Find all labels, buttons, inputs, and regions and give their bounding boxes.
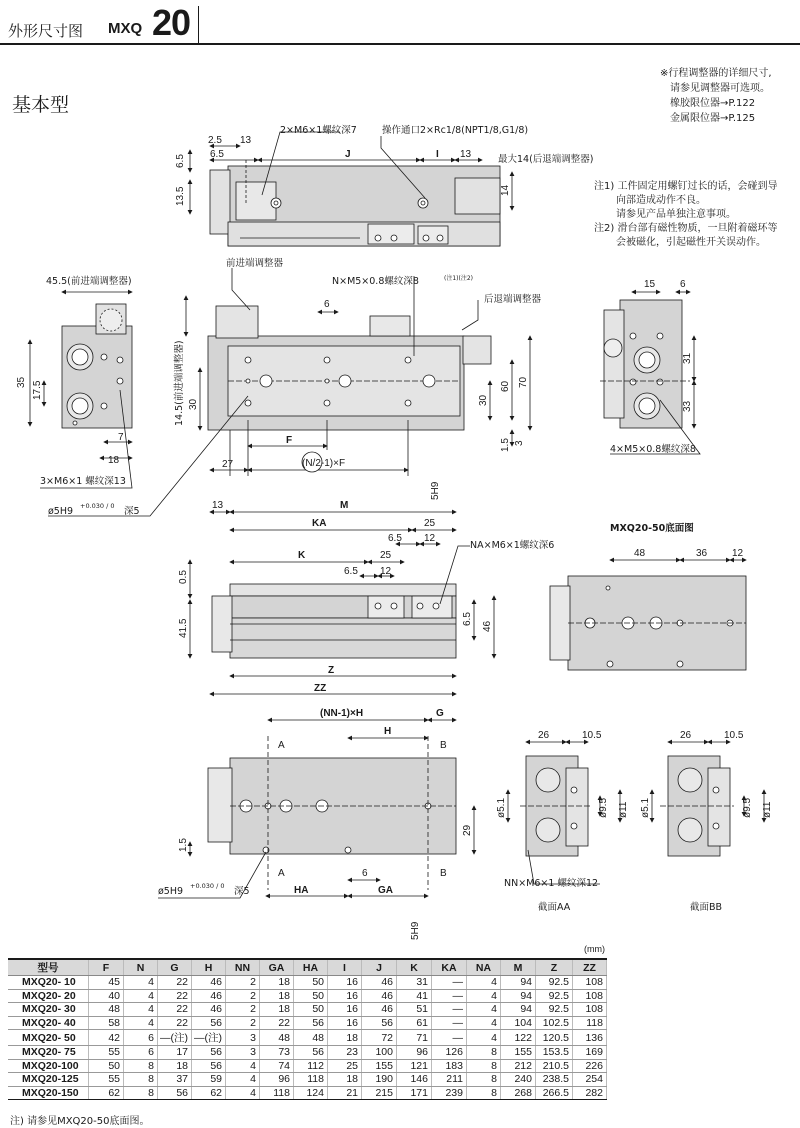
value-cell: 8 bbox=[467, 1059, 501, 1073]
value-cell: — bbox=[432, 976, 467, 990]
dim-18: 18 bbox=[108, 455, 120, 466]
value-cell: 8 bbox=[467, 1046, 501, 1060]
note-line: 注1) 工件固定用螺钉过长的话，会碰到导 bbox=[594, 181, 778, 192]
dim-11-aa: ø11 bbox=[618, 801, 629, 818]
model-cell: MXQ20- 75 bbox=[8, 1046, 89, 1060]
pin-depth: 深5 bbox=[124, 506, 140, 517]
value-cell: 4 bbox=[226, 1059, 260, 1073]
dim-m: M bbox=[340, 500, 349, 511]
value-cell: 102.5 bbox=[536, 1016, 573, 1030]
value-cell: 240 bbox=[501, 1073, 536, 1087]
value-cell: 51 bbox=[397, 1003, 432, 1017]
dimension-table bbox=[8, 958, 607, 1100]
pin-fit-v-lower: 5H9 bbox=[410, 921, 421, 940]
value-cell: 4 bbox=[124, 1016, 158, 1030]
value-cell: 94 bbox=[501, 1003, 536, 1017]
value-cell: 18 bbox=[260, 1003, 294, 1017]
section-aa-title: 截面AA bbox=[538, 902, 571, 913]
dim-z: Z bbox=[328, 665, 335, 676]
dim-3: 3 bbox=[514, 440, 525, 446]
value-cell: 266.5 bbox=[536, 1086, 573, 1100]
col-header: HA bbox=[294, 959, 328, 976]
value-cell: 42 bbox=[89, 1030, 124, 1046]
dim-29: 29 bbox=[462, 824, 473, 836]
value-cell: 56 bbox=[362, 1016, 397, 1030]
top-view bbox=[210, 160, 500, 246]
section-b-top: B bbox=[440, 740, 447, 751]
dim-12-c: 12 bbox=[732, 548, 744, 559]
value-cell: 18 bbox=[260, 976, 294, 990]
dim-nf: (N/2-1)×F bbox=[302, 458, 346, 469]
front-adjuster-dim: 45.5(前进端调整器) bbox=[46, 276, 132, 287]
dim-10-5-aa: 10.5 bbox=[582, 730, 602, 741]
value-cell: 4 bbox=[467, 1003, 501, 1017]
value-cell: 74 bbox=[260, 1059, 294, 1073]
value-cell: 21 bbox=[328, 1086, 362, 1100]
value-cell: 215 bbox=[362, 1086, 397, 1100]
dim-5-1-bb: ø5.1 bbox=[640, 797, 651, 818]
adjuster-note-line: 金属限位器→P.125 bbox=[670, 113, 756, 124]
section-bb-title: 截面BB bbox=[690, 902, 723, 913]
value-cell: 18 bbox=[328, 1030, 362, 1046]
value-cell: 55 bbox=[89, 1046, 124, 1060]
dim-1-5-lower: 1.5 bbox=[178, 838, 189, 852]
col-header: NA bbox=[467, 959, 501, 976]
value-cell: 46 bbox=[362, 976, 397, 990]
dim-25-a: 25 bbox=[424, 518, 436, 529]
value-cell: 254 bbox=[573, 1073, 607, 1087]
value-cell: 50 bbox=[294, 1003, 328, 1017]
value-cell: 31 bbox=[397, 976, 432, 990]
value-cell: 108 bbox=[573, 976, 607, 990]
tapped-hole-callout: 2×M6×1螺纹深7 bbox=[280, 125, 357, 136]
value-cell: 226 bbox=[573, 1059, 607, 1073]
dim-ga: GA bbox=[378, 885, 393, 896]
value-cell: 56 bbox=[294, 1016, 328, 1030]
dim-6-lower: 6 bbox=[362, 868, 368, 879]
dim-h: H bbox=[384, 726, 392, 737]
value-cell: 2 bbox=[226, 976, 260, 990]
value-cell: 71 bbox=[397, 1030, 432, 1046]
pin-hole-callout: ø5H9 bbox=[48, 506, 74, 517]
col-header: J bbox=[362, 959, 397, 976]
table-row bbox=[8, 976, 607, 990]
pin-tolerance-lower: +0.030 / 0 bbox=[190, 882, 225, 890]
dim-12-a: 12 bbox=[424, 533, 436, 544]
col-header: Z bbox=[536, 959, 573, 976]
value-cell: 4 bbox=[226, 1086, 260, 1100]
pin-depth-lower: 深5 bbox=[234, 886, 250, 897]
value-cell: 282 bbox=[573, 1086, 607, 1100]
dim-26-aa: 26 bbox=[538, 730, 550, 741]
dim-17-5: 17.5 bbox=[32, 380, 43, 400]
value-cell: 6 bbox=[124, 1046, 158, 1060]
value-cell: 22 bbox=[158, 1016, 192, 1030]
col-header: 型号 bbox=[8, 959, 89, 976]
table-row bbox=[8, 1046, 607, 1060]
dim-i: I bbox=[436, 149, 439, 160]
value-cell: 18 bbox=[260, 989, 294, 1003]
table-row bbox=[8, 1030, 607, 1046]
header-title: 外形尺寸图 bbox=[8, 22, 84, 40]
value-cell: 146 bbox=[397, 1073, 432, 1087]
value-cell: 41 bbox=[397, 989, 432, 1003]
col-header: GA bbox=[260, 959, 294, 976]
value-cell: 100 bbox=[362, 1046, 397, 1060]
dim-2-5: 2.5 bbox=[208, 135, 222, 146]
value-cell: 16 bbox=[328, 1003, 362, 1017]
value-cell: 96 bbox=[397, 1046, 432, 1060]
table-row bbox=[8, 1059, 607, 1073]
dim-1-5: 1.5 bbox=[500, 438, 511, 452]
table-row bbox=[8, 989, 607, 1003]
col-header: ZZ bbox=[573, 959, 607, 976]
bottom-view-title: MXQ20-50底面图 bbox=[610, 523, 694, 534]
model-cell: MXQ20- 40 bbox=[8, 1016, 89, 1030]
dim-15: 15 bbox=[644, 279, 656, 290]
col-header: K bbox=[397, 959, 432, 976]
header-model: MXQ bbox=[108, 20, 143, 37]
value-cell: 4 bbox=[467, 1030, 501, 1046]
dim-11-bb: ø11 bbox=[762, 801, 773, 818]
port-callout: 操作通口2×Rc1/8(NPT1/8,G1/8) bbox=[382, 125, 529, 136]
dim-30: 30 bbox=[188, 398, 199, 410]
dim-35: 35 bbox=[16, 376, 27, 388]
value-cell: 4 bbox=[124, 1003, 158, 1017]
value-cell: 3 bbox=[226, 1046, 260, 1060]
value-cell: 92.5 bbox=[536, 1003, 573, 1017]
section-a-bottom: A bbox=[278, 868, 285, 879]
value-cell: 96 bbox=[260, 1073, 294, 1087]
col-header: I bbox=[328, 959, 362, 976]
value-cell: 121 bbox=[397, 1059, 432, 1073]
value-cell: 48 bbox=[89, 1003, 124, 1017]
value-cell: 120.5 bbox=[536, 1030, 573, 1046]
value-cell: 4 bbox=[124, 989, 158, 1003]
value-cell: 16 bbox=[328, 976, 362, 990]
dim-5-1-aa: ø5.1 bbox=[496, 797, 507, 818]
dim-41-5: 41.5 bbox=[178, 618, 189, 638]
col-header: N bbox=[124, 959, 158, 976]
dim-9-5-aa: ø9.5 bbox=[598, 797, 609, 818]
value-cell: — bbox=[432, 1016, 467, 1030]
value-cell: 238.5 bbox=[536, 1073, 573, 1087]
value-cell: 72 bbox=[362, 1030, 397, 1046]
header-size: 20 bbox=[152, 2, 191, 43]
front-view bbox=[208, 306, 491, 476]
col-header: G bbox=[158, 959, 192, 976]
dim-6: 6 bbox=[324, 299, 330, 310]
table-row bbox=[8, 1086, 607, 1100]
value-cell: 56 bbox=[192, 1046, 226, 1060]
dim-60: 60 bbox=[500, 380, 511, 392]
value-cell: 23 bbox=[328, 1046, 362, 1060]
value-cell: 61 bbox=[397, 1016, 432, 1030]
value-cell: 171 bbox=[397, 1086, 432, 1100]
dim-13-side: 13 bbox=[212, 500, 224, 511]
value-cell: 210.5 bbox=[536, 1059, 573, 1073]
value-cell: 48 bbox=[294, 1030, 328, 1046]
value-cell: 169 bbox=[573, 1046, 607, 1060]
rear-adjuster-label: 后退端调整器 bbox=[484, 294, 542, 305]
value-cell: 22 bbox=[158, 989, 192, 1003]
dim-13: 13 bbox=[240, 135, 252, 146]
value-cell: 48 bbox=[260, 1030, 294, 1046]
model-cell: MXQ20-125 bbox=[8, 1073, 89, 1087]
note-line: 向部造成动作不良。 bbox=[616, 195, 706, 206]
value-cell: 45 bbox=[89, 976, 124, 990]
model-cell: MXQ20- 10 bbox=[8, 976, 89, 990]
value-cell: 22 bbox=[158, 976, 192, 990]
value-cell: 118 bbox=[294, 1073, 328, 1087]
value-cell: 4 bbox=[226, 1073, 260, 1087]
value-cell: 46 bbox=[362, 989, 397, 1003]
dim-14: 14 bbox=[500, 184, 511, 196]
value-cell: 211 bbox=[432, 1073, 467, 1087]
value-cell: 56 bbox=[294, 1046, 328, 1060]
value-cell: 40 bbox=[89, 989, 124, 1003]
value-cell: 8 bbox=[467, 1086, 501, 1100]
dim-12-b: 12 bbox=[380, 566, 392, 577]
value-cell: 18 bbox=[328, 1073, 362, 1087]
note-line: 会被磁化，引起磁性开关误动作。 bbox=[616, 237, 766, 248]
value-cell: 56 bbox=[192, 1016, 226, 1030]
value-cell: 112 bbox=[294, 1059, 328, 1073]
dim-25-b: 25 bbox=[380, 550, 392, 561]
col-header: F bbox=[89, 959, 124, 976]
value-cell: 108 bbox=[573, 1003, 607, 1017]
note-line: 请参见产品单独注意事项。 bbox=[616, 209, 736, 220]
dim-26-bb: 26 bbox=[680, 730, 692, 741]
value-cell: 18 bbox=[158, 1059, 192, 1073]
value-cell: 46 bbox=[192, 976, 226, 990]
m5-thread-callout: 4×M5×0.8螺纹深8 bbox=[610, 444, 696, 455]
value-cell: 183 bbox=[432, 1059, 467, 1073]
col-header: H bbox=[192, 959, 226, 976]
value-cell: 8 bbox=[124, 1073, 158, 1087]
table-footnote: 注) 请参见MXQ20-50底面图。 bbox=[10, 1116, 150, 1127]
dim-ha: HA bbox=[294, 885, 309, 896]
value-cell: 92.5 bbox=[536, 976, 573, 990]
value-cell: 55 bbox=[89, 1073, 124, 1087]
value-cell: 4 bbox=[467, 1016, 501, 1030]
value-cell: 8 bbox=[124, 1086, 158, 1100]
value-cell: 239 bbox=[432, 1086, 467, 1100]
n-thread-note: (注1)(注2) bbox=[444, 275, 473, 282]
value-cell: 118 bbox=[260, 1086, 294, 1100]
adjuster-note-line: 请参见调整器可选项。 bbox=[670, 83, 770, 94]
value-cell: 6 bbox=[124, 1030, 158, 1046]
dim-0-5: 0.5 bbox=[178, 570, 189, 584]
page-subtitle: 基本型 bbox=[12, 94, 70, 116]
dim-6-5-v: 6.5 bbox=[175, 154, 186, 168]
value-cell: 56 bbox=[158, 1086, 192, 1100]
table-unit: (mm) bbox=[584, 944, 605, 954]
value-cell: —(注) bbox=[192, 1030, 226, 1046]
value-cell: 2 bbox=[226, 989, 260, 1003]
value-cell: 104 bbox=[501, 1016, 536, 1030]
col-header: KA bbox=[432, 959, 467, 976]
model-cell: MXQ20-150 bbox=[8, 1086, 89, 1100]
value-cell: 2 bbox=[226, 1016, 260, 1030]
model-cell: MXQ20-100 bbox=[8, 1059, 89, 1073]
dim-7: 7 bbox=[118, 432, 124, 443]
right-end-view bbox=[600, 300, 690, 428]
note-line: 注2) 滑台部有磁性物质，一旦附着磁环等 bbox=[594, 223, 778, 234]
value-cell: — bbox=[432, 1030, 467, 1046]
value-cell: —(注) bbox=[158, 1030, 192, 1046]
col-header: M bbox=[501, 959, 536, 976]
value-cell: 46 bbox=[192, 989, 226, 1003]
dim-6-5-a: 6.5 bbox=[388, 533, 402, 544]
value-cell: 22 bbox=[158, 1003, 192, 1017]
value-cell: — bbox=[432, 989, 467, 1003]
section-aa bbox=[520, 756, 590, 856]
value-cell: 190 bbox=[362, 1073, 397, 1087]
dim-36: 36 bbox=[696, 548, 708, 559]
max-stroke-callout: 最大14(后退端调整器) bbox=[498, 154, 594, 165]
value-cell: 73 bbox=[260, 1046, 294, 1060]
value-cell: 124 bbox=[294, 1086, 328, 1100]
n-thread-callout: N×M5×0.8螺纹深8 bbox=[332, 276, 419, 287]
dim-30-right: 30 bbox=[478, 394, 489, 406]
value-cell: 22 bbox=[260, 1016, 294, 1030]
value-cell: 4 bbox=[467, 989, 501, 1003]
value-cell: 16 bbox=[328, 989, 362, 1003]
nn-thread-callout: NN×M6×1 螺纹深12 bbox=[504, 878, 599, 889]
dim-k: K bbox=[298, 550, 306, 561]
table-row bbox=[8, 1016, 607, 1030]
pin-hole-callout-lower: ø5H9 bbox=[158, 886, 184, 897]
value-cell: 56 bbox=[192, 1059, 226, 1073]
value-cell: 8 bbox=[124, 1059, 158, 1073]
dim-10-5-bb: 10.5 bbox=[724, 730, 744, 741]
dim-6-5-b: 6.5 bbox=[344, 566, 358, 577]
value-cell: 122 bbox=[501, 1030, 536, 1046]
value-cell: 37 bbox=[158, 1073, 192, 1087]
value-cell: 50 bbox=[294, 976, 328, 990]
value-cell: 3 bbox=[226, 1030, 260, 1046]
dim-6-right: 6 bbox=[680, 279, 686, 290]
value-cell: 118 bbox=[573, 1016, 607, 1030]
section-b-bottom: B bbox=[440, 868, 447, 879]
value-cell: 58 bbox=[89, 1016, 124, 1030]
value-cell: 108 bbox=[573, 989, 607, 1003]
dim-48: 48 bbox=[634, 548, 646, 559]
adjuster-note-line: 橡胶限位器→P.122 bbox=[670, 98, 756, 109]
value-cell: 8 bbox=[467, 1073, 501, 1087]
value-cell: 59 bbox=[192, 1073, 226, 1087]
dim-70: 70 bbox=[518, 376, 529, 388]
adjuster-note-line: ※行程调整器的详细尺寸, bbox=[660, 68, 772, 79]
dim-ka: KA bbox=[312, 518, 327, 529]
table-body bbox=[8, 976, 607, 1100]
dim-6-5-c: 6.5 bbox=[462, 612, 473, 626]
side-thread-callout: 3×M6×1 螺纹深13 bbox=[40, 476, 126, 487]
na-thread-callout: NA×M6×1螺纹深6 bbox=[470, 540, 555, 551]
dim-g: G bbox=[436, 708, 444, 719]
value-cell: 46 bbox=[192, 1003, 226, 1017]
table-row bbox=[8, 1003, 607, 1017]
dim-31: 31 bbox=[682, 352, 693, 364]
section-a-top: A bbox=[278, 740, 285, 751]
value-cell: 155 bbox=[362, 1059, 397, 1073]
value-cell: — bbox=[432, 1003, 467, 1017]
model-cell: MXQ20- 30 bbox=[8, 1003, 89, 1017]
dim-nn-h: (NN-1)×H bbox=[320, 708, 364, 719]
front-adjuster-label: 前进端调整器 bbox=[226, 258, 284, 269]
value-cell: 2 bbox=[226, 1003, 260, 1017]
left-side-view bbox=[62, 304, 132, 428]
col-header: NN bbox=[226, 959, 260, 976]
bottom-view-mxq20-50 bbox=[550, 576, 746, 670]
value-cell: 4 bbox=[124, 976, 158, 990]
model-cell: MXQ20- 50 bbox=[8, 1030, 89, 1046]
dim-33: 33 bbox=[682, 400, 693, 412]
value-cell: 16 bbox=[328, 1016, 362, 1030]
dim-27: 27 bbox=[222, 459, 234, 470]
dim-13-5: 13.5 bbox=[175, 186, 186, 206]
value-cell: 94 bbox=[501, 976, 536, 990]
side-elevation-view bbox=[212, 584, 456, 658]
value-cell: 17 bbox=[158, 1046, 192, 1060]
value-cell: 25 bbox=[328, 1059, 362, 1073]
value-cell: 46 bbox=[362, 1003, 397, 1017]
lower-main-view bbox=[208, 736, 456, 890]
value-cell: 153.5 bbox=[536, 1046, 573, 1060]
dim-f: F bbox=[286, 435, 293, 446]
value-cell: 62 bbox=[192, 1086, 226, 1100]
value-cell: 212 bbox=[501, 1059, 536, 1073]
model-cell: MXQ20- 20 bbox=[8, 989, 89, 1003]
value-cell: 4 bbox=[467, 976, 501, 990]
dim-j: J bbox=[345, 149, 351, 160]
front-adjuster-dim-v: 14.5(前进端调整器) bbox=[174, 340, 185, 426]
dim-9-5-bb: ø9.5 bbox=[742, 797, 753, 818]
value-cell: 136 bbox=[573, 1030, 607, 1046]
value-cell: 268 bbox=[501, 1086, 536, 1100]
pin-tolerance: +0.030 / 0 bbox=[80, 502, 115, 510]
pin-fit-v: 5H9 bbox=[430, 481, 441, 500]
table-row bbox=[8, 1073, 607, 1087]
value-cell: 155 bbox=[501, 1046, 536, 1060]
value-cell: 50 bbox=[294, 989, 328, 1003]
value-cell: 126 bbox=[432, 1046, 467, 1060]
dim-zz: ZZ bbox=[314, 683, 327, 694]
value-cell: 50 bbox=[89, 1059, 124, 1073]
dim-46: 46 bbox=[482, 620, 493, 632]
dim-13-right: 13 bbox=[460, 149, 472, 160]
section-bb bbox=[660, 756, 734, 856]
table-header-row bbox=[8, 959, 607, 976]
dim-6-5: 6.5 bbox=[210, 149, 224, 160]
value-cell: 94 bbox=[501, 989, 536, 1003]
value-cell: 62 bbox=[89, 1086, 124, 1100]
value-cell: 92.5 bbox=[536, 989, 573, 1003]
